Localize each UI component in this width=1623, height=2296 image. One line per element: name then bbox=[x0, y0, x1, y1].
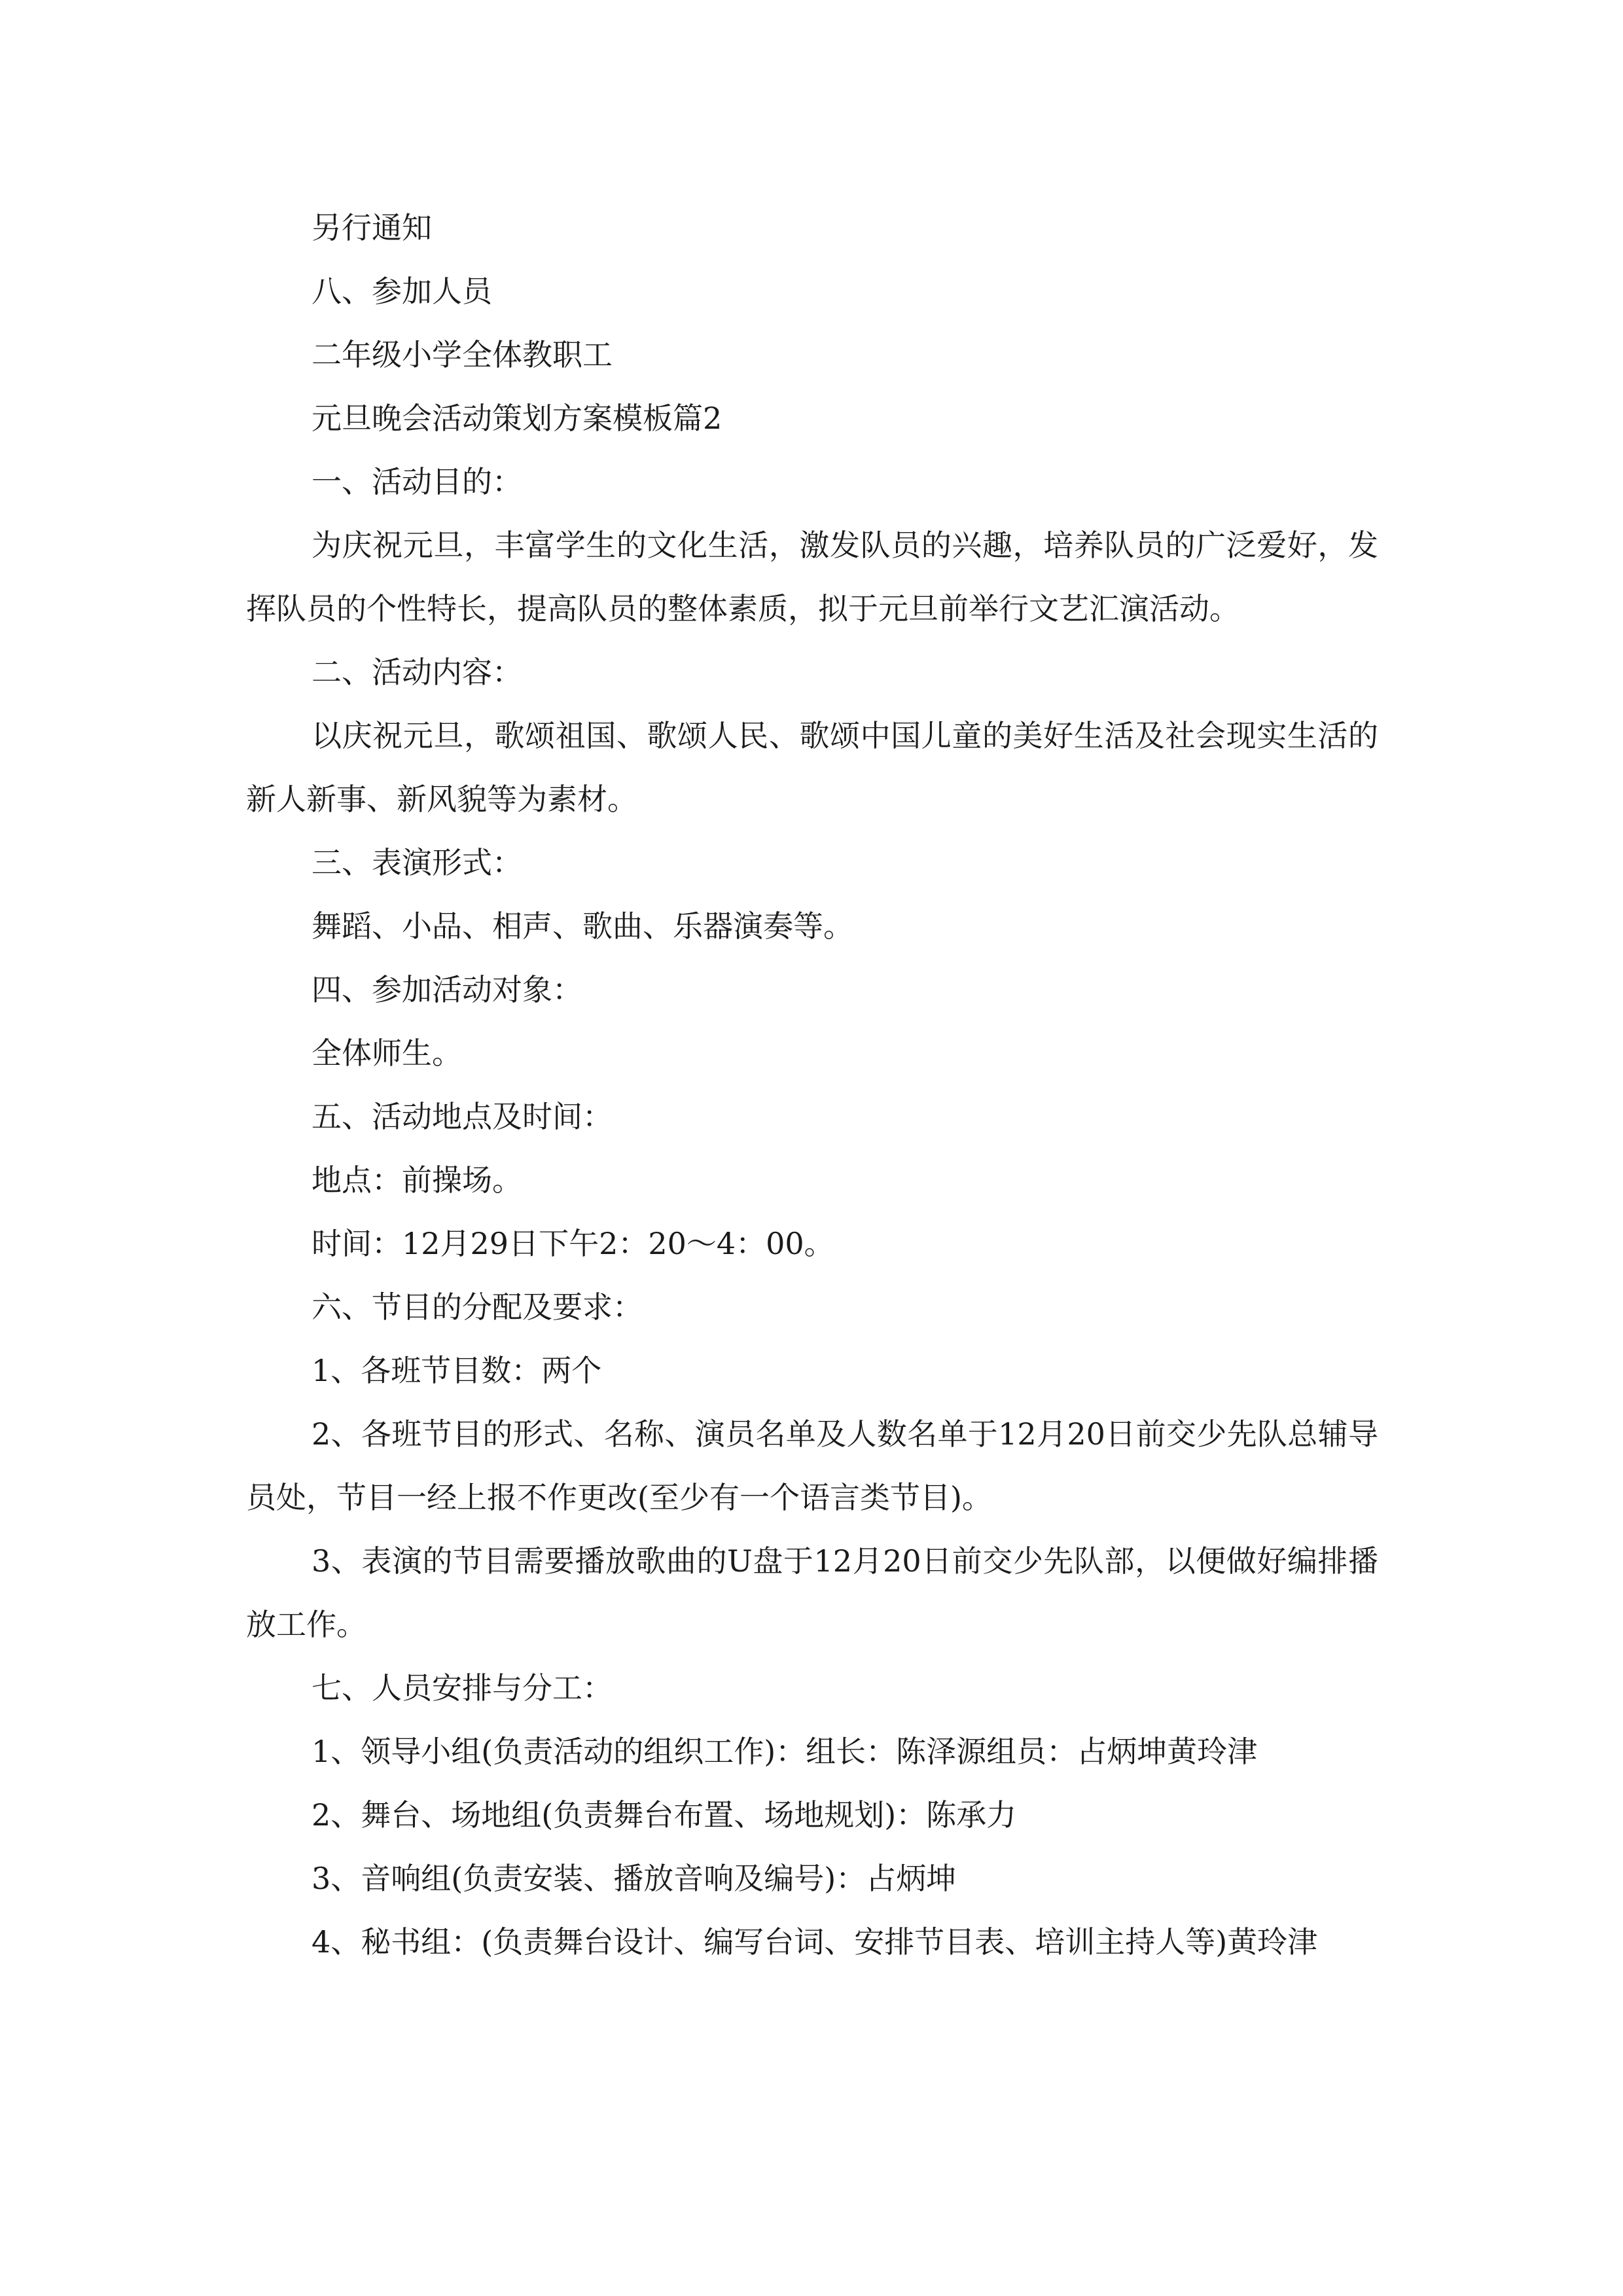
paragraph-place: 地点：前操场。 bbox=[312, 1162, 522, 1198]
list-item: 2、舞台、场地组(负责舞台布置、场地规划)：陈承力 bbox=[312, 1797, 1017, 1833]
paragraph-audience: 全体师生。 bbox=[312, 1035, 462, 1071]
section-title: 元旦晚会活动策划方案模板篇2 bbox=[312, 401, 722, 436]
document-body bbox=[246, 196, 1378, 1974]
paragraph-content: 以庆祝元旦，歌颂祖国、歌颂人民、歌颂中国儿童的美好生活及社会现实生活的新人新事、新风貌等为素材。 bbox=[246, 718, 1378, 817]
heading-audience: 四、参加活动对象： bbox=[312, 972, 582, 1007]
paragraph-purpose: 为庆祝元旦，丰富学生的文化生活，激发队员的兴趣，培养队员的广泛爱好，发挥队员的个性特长，提高队员的整体素质，拟于元旦前举行文艺汇演活动。 bbox=[246, 528, 1378, 626]
list-item: 3、音响组(负责安装、播放音响及编号)：占炳坤 bbox=[312, 1861, 957, 1896]
heading-content: 二、活动内容： bbox=[312, 655, 522, 690]
list-item: 3、表演的节目需要播放歌曲的U盘于12月20日前交少先队部，以便做好编排播放工作。 bbox=[246, 1543, 1378, 1642]
paragraph-participants: 二年级小学全体教职工 bbox=[312, 337, 613, 372]
heading-place-time: 五、活动地点及时间： bbox=[312, 1099, 613, 1134]
list-item: 1、各班节目数：两个 bbox=[312, 1353, 602, 1388]
list-item: 4、秘书组：(负责舞台设计、编写台词、安排节目表、培训主持人等)黄玲津 bbox=[312, 1924, 1318, 1960]
paragraph-format: 舞蹈、小品、相声、歌曲、乐器演奏等。 bbox=[312, 908, 853, 944]
heading-participants: 八、参加人员 bbox=[312, 274, 492, 309]
list-item: 1、领导小组(负责活动的组织工作)：组长：陈泽源组员：占炳坤黄玲津 bbox=[312, 1734, 1258, 1769]
heading-staffing: 七、人员安排与分工： bbox=[312, 1670, 613, 1706]
heading-purpose: 一、活动目的： bbox=[312, 464, 522, 499]
heading-format: 三、表演形式： bbox=[312, 845, 522, 880]
list-item: 2、各班节目的形式、名称、演员名单及人数名单于12月20日前交少先队总辅导员处，节目一经上报不作更改(至少有一个语言类节目)。 bbox=[246, 1416, 1378, 1515]
paragraph-time: 时间：12月29日下午2：20～4：00。 bbox=[312, 1226, 834, 1261]
heading-programs: 六、节目的分配及要求： bbox=[312, 1289, 643, 1325]
paragraph-notice: 另行通知 bbox=[312, 210, 432, 245]
